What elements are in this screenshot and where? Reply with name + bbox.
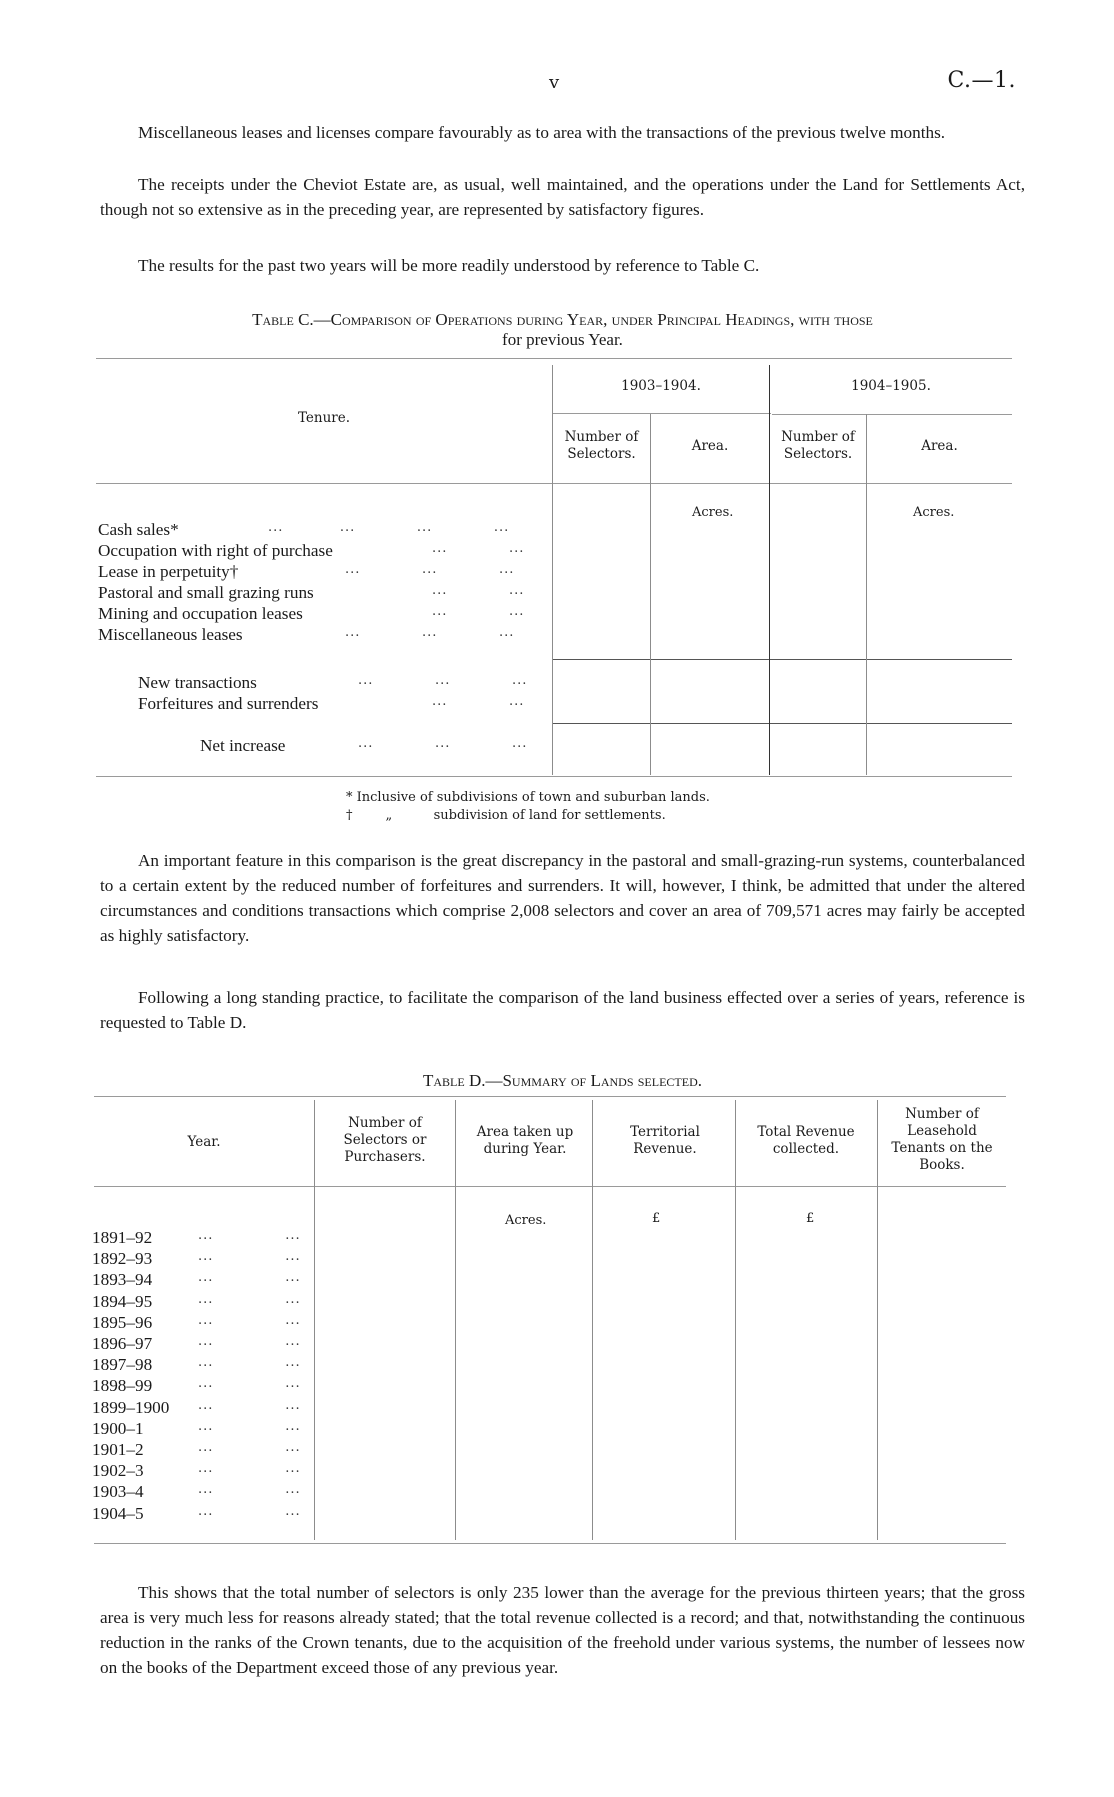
leader-dots: ... ... xyxy=(198,1270,301,1286)
table-d-vline-4 xyxy=(735,1100,736,1540)
table-d-bottom-rule xyxy=(94,1543,1006,1544)
year-cell: 1892–93 xyxy=(92,1249,153,1269)
leader-dots: ... ... xyxy=(198,1228,301,1243)
table-d-col-territorial: Territorial Revenue. xyxy=(630,1124,700,1157)
table-c-vline-1 xyxy=(552,365,553,775)
table-c-col-period2: 1904–1905. xyxy=(851,378,931,394)
table-d-vline-3 xyxy=(592,1100,593,1540)
year-cell: 1900–1 xyxy=(92,1418,144,1438)
table-c-col-area-1: Area. xyxy=(691,438,729,454)
leader-dots: ... ... xyxy=(432,583,525,598)
table-d-unit-pound-1: £ xyxy=(652,1211,661,1226)
leader-dots: ... ... ... xyxy=(358,736,528,751)
leader-dots: ... ... xyxy=(198,1397,301,1413)
year-cell: 1903–4 xyxy=(92,1482,144,1502)
table-c-period2-rule xyxy=(772,414,1012,415)
paragraph-table-c-reference: The results for the past two years will be more readily understood by reference to Table C. xyxy=(138,256,760,275)
leader-dots: ... ... xyxy=(432,604,525,619)
leader-dots: ... ... xyxy=(198,1291,301,1307)
leader-dots: ... ... ... xyxy=(345,625,515,640)
paragraph-important-feature: An important feature in this comparison is the great discrepancy in the pastoral and small-grazing-run systems, counterbalanced to a certain extent by the reduced number of forfeitures and surrenders. It will, however, I think, be admitted that under the altered circumstances and conditions transactions which comprise 2,008 selectors and cover an area of 709,571 acres may fairly be accepted as highly satisfactory. xyxy=(100,851,1025,945)
leader-dots: ... ... xyxy=(432,541,525,556)
table-c-col-selectors-2: Number of Selectors. xyxy=(781,429,855,462)
page-numeral: v xyxy=(549,72,560,93)
table-c-footnote-1: * Inclusive of subdivisions of town and suburban lands. xyxy=(346,790,710,805)
paragraph-summary: This shows that the total number of selectors is only 235 lower than the average for the previous thirteen years; that the gross area is very much less for reasons already stated; that the total revenue collected is a record; and that, notwithstanding the continuous reduction in the ranks of the Crown tenants, due to the acquisition of the freehold under various systems, the number of lessees now on the books of the Department exceed those of any previous year. xyxy=(100,1583,1025,1677)
leader-dots: ... ... xyxy=(198,1503,301,1519)
table-d-title: Table D.—Summary of Lands selected. xyxy=(422,1071,702,1090)
table-c-col-tenure: Tenure. xyxy=(297,410,351,426)
table-d-col-total: Total Revenue collected. xyxy=(757,1124,855,1157)
year-cell: 1904–5 xyxy=(92,1503,144,1523)
table-c-vline-3 xyxy=(769,365,770,775)
year-cell: 1901–2 xyxy=(92,1440,144,1459)
table-c-unit-acres-1: Acres. xyxy=(692,505,734,520)
leader-dots: ... ... xyxy=(198,1440,301,1455)
year-cell: 1895–96 xyxy=(92,1312,153,1332)
table-c-title: Table C.—Comparison of Operations during Year, under Principal Headings, with those xyxy=(252,310,873,329)
year-cell: 1894–95 xyxy=(92,1291,153,1311)
table-d-col-selectors: Number of Selectors or Purchasers. xyxy=(343,1115,427,1165)
table-c-sum-rule xyxy=(553,659,1012,660)
table-c-period1-rule xyxy=(553,413,771,414)
leader-dots: ... ... xyxy=(198,1312,301,1328)
table-d-vline-1 xyxy=(314,1100,315,1540)
leader-dots: ... ... xyxy=(198,1376,301,1392)
leader-dots: ... ... xyxy=(198,1482,301,1498)
table-d-header-rule xyxy=(94,1186,1006,1187)
year-cell: 1896–97 xyxy=(92,1334,153,1353)
table-d-vline-5 xyxy=(877,1100,878,1540)
leader-dots: ... ... xyxy=(198,1461,301,1477)
table-d-vline-2 xyxy=(455,1100,456,1540)
paragraph-cheviot-estate: The receipts under the Cheviot Estate are, as usual, well maintained, and the operations under the Land for Settlements Act, though not so extensive as in the preceding year, are represented by satisfactory figures. xyxy=(100,175,1025,219)
year-cell: 1898–99 xyxy=(92,1376,153,1396)
leader-dots: ... ... ... xyxy=(358,673,528,688)
table-d-col-tenants: Number of Leasehold Tenants on the Books. xyxy=(891,1106,993,1173)
table-c-col-area-2: Area. xyxy=(921,438,958,454)
year-cell: 1902–3 xyxy=(92,1461,144,1481)
leader-dots: ... ... ... xyxy=(345,562,515,577)
table-c-net-rule xyxy=(553,723,1012,724)
paragraph-table-d-reference: Following a long standing practice, to facilitate the comparison of the land business effected over a series of years, reference is requested to Table D. xyxy=(100,988,1025,1032)
document-page: v C.—1. Miscellaneous leases and licenses compare favourably as to area with the transactions of the previous twelve months. The receipts under the Cheviot Estate are, as usual, well maintained, and the operations under the Land for Settlements Act, though not so extensive as in the preceding year, are represented by satisfactory figures. The results for the past two years will be more readily understood by reference to Table C. Table C.—Comparison of Operations during Year, under Principal Headings, with those for previous Year. Tenure. 1903–1904. 1904–1905. Number of Selectors. Area. Number of Selectors. Area. Acres. Acres. Cash sales* ... ... ... ... Occupation with right of purchase ... ... Lease in perpetuity† ... ... ... Pastoral and small grazing runs ... ... Mining and occupation leases ... ... Miscellaneous leases ... ... ... New transactions ... ... ... Forfeitures and surrenders ... ... Net increase ... ... ... * Inclusive of subdivisions of town and suburban lands. † „ subdivision of land for settlements. An important feature in this comparison is the great discrepancy in the pastoral and small-grazing-run systems, counterbalanced to a certain extent by the reduced number of forfeitures and surrenders. It will, however, I think, be admitted that under the altered circumstances and conditions transactions which comprise 2,008 selectors and cover an area of 709,571 acres may fairly be accepted as highly satisfactory. Following a long standing practice, to facilitate the comparison of the land business effected over a series of years, reference is requested to Table D. Table D.—Summary of Lands selected. Year. Number of Selectors or Purchasers. Area taken up during Year. Territorial Revenue. Total Revenue collected. Number of Leasehold Tenants on the Books. Acres. £ £ 1891–92 ... ... 1892–93 ... ... 1893–94 ... ... 1894–95 ... ... 1895–96 ... ... 1896–97 ... ... 1897–98 ... ... 1898–99 ... ... 1899–1900 ... ... 1900–1 ... ... 1901–2 ... ... 1902–3 ... ... 1903–4 ... ... 1904–5 ... ... This shows that the total number of selectors is only 235 lower than the average for the previous thirteen years; that the gross area is very much less for reasons already stated; that the total revenue collected is a record; and that, notwithstanding the continuous reduction in the ranks of the Crown tenants, due to the acquisition of the freehold under various systems, the number of lessees now on the books of the Department exceed those of any previous year. xyxy=(0,0,1114,1797)
leader-dots: ... ... xyxy=(198,1249,301,1265)
leader-dots: ... ... xyxy=(198,1418,301,1434)
table-d-top-rule xyxy=(94,1096,1006,1097)
table-d-unit-acres: Acres. xyxy=(505,1213,547,1228)
leader-dots: ... ... ... ... xyxy=(268,520,510,535)
table-d-col-area: Area taken up during Year. xyxy=(476,1124,574,1157)
paragraph-miscellaneous-leases: Miscellaneous leases and licenses compare favourably as to area with the transactions of the previous twelve months. xyxy=(138,123,946,142)
table-c-vline-4 xyxy=(866,414,867,775)
table-c-bottom-rule xyxy=(96,776,1012,777)
table-c-header-rule xyxy=(96,483,1012,484)
leader-dots: ... ... xyxy=(198,1355,301,1371)
table-c-vline-2 xyxy=(650,414,651,775)
year-cell: 1897–98 xyxy=(92,1355,153,1375)
leader-dots: ... ... xyxy=(198,1334,301,1349)
table-c-unit-acres-2: Acres. xyxy=(913,505,955,520)
table-d-unit-pound-2: £ xyxy=(806,1211,815,1226)
year-cell: 1893–94 xyxy=(92,1270,153,1290)
leader-dots: ... ... xyxy=(432,694,525,709)
document-code: C.—1. xyxy=(947,68,1016,93)
year-cell: 1891–92 xyxy=(92,1228,153,1247)
table-d-col-year: Year. xyxy=(187,1134,221,1150)
table-c-col-selectors-1: Number of Selectors. xyxy=(564,429,639,462)
table-c-top-rule xyxy=(96,358,1012,359)
table-c-title-line2: for previous Year. xyxy=(502,330,623,349)
year-cell: 1899–1900 xyxy=(92,1397,170,1417)
table-c-footnote-2: † „ subdivision of land for settlements. xyxy=(346,808,666,823)
table-c-col-period1: 1903–1904. xyxy=(621,378,701,394)
